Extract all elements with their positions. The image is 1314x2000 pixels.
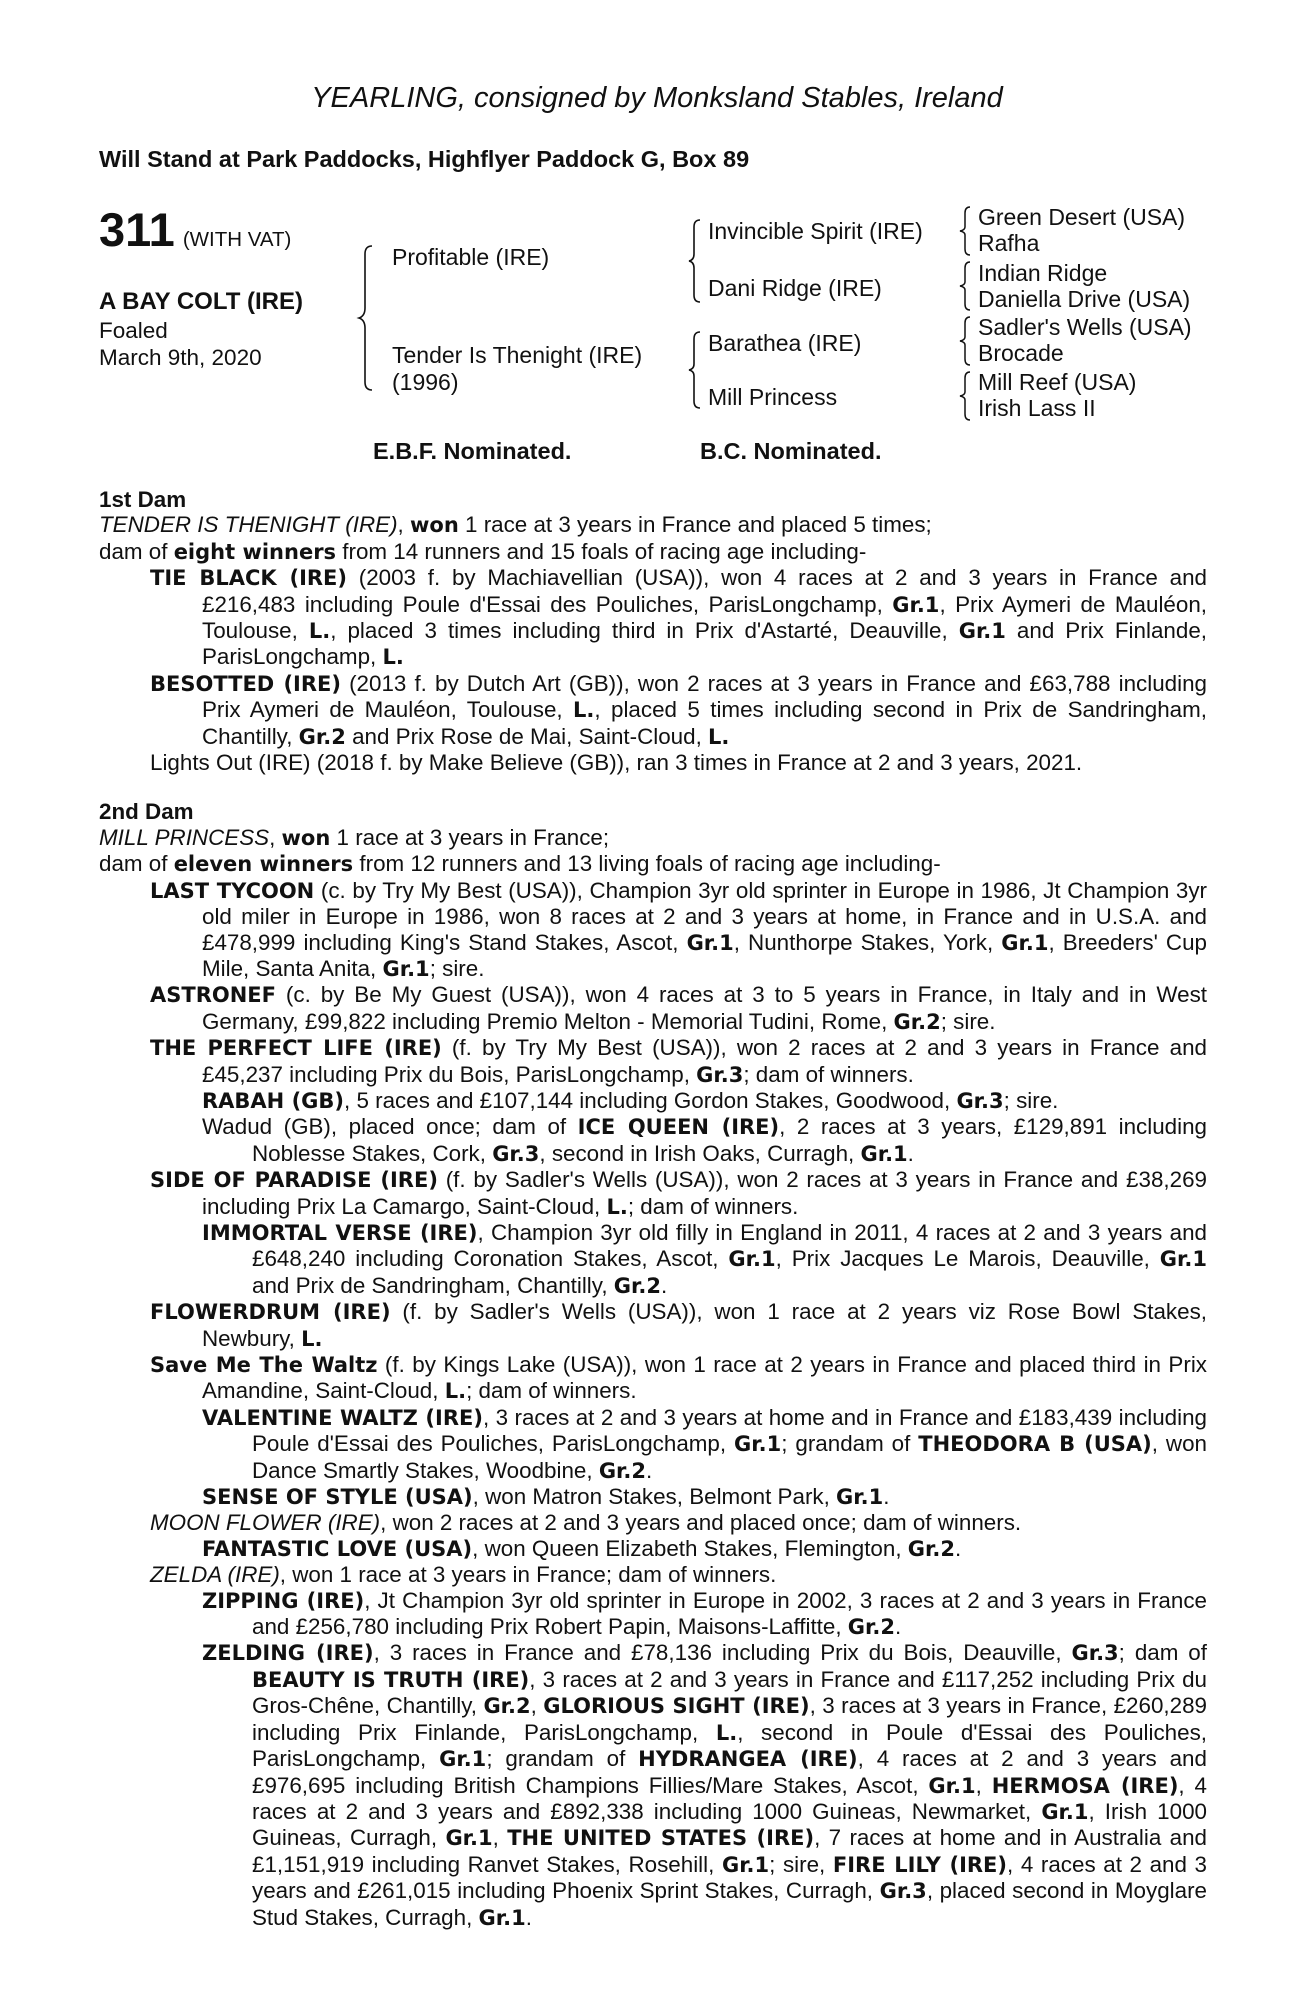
second-dam-winners-count: eleven winners	[173, 852, 354, 877]
list-item: ASTRONEF (c. by Be My Guest (USA)), won 4 races at 3 to 5 years in France, in Italy and in West Germany, £99,822 including Premio Melton - Memorial Tudini, Rome, Gr.2; sire.	[150, 982, 1207, 1034]
second-dam-record: 1 race at 3 years in France;	[336, 824, 610, 850]
second-dam-name: MILL PRINCESS	[99, 824, 270, 850]
foaled-date: March 9th, 2020	[99, 345, 262, 370]
pedigree-g6: Brocade	[978, 340, 1064, 366]
pedigree-dam-dam: Mill Princess	[708, 384, 838, 410]
pedigree-dam: Tender Is Thenight (IRE)	[392, 342, 643, 368]
second-dam-produce-post: from 12 runners and 13 living foals of racing age including-	[359, 851, 941, 877]
pedigree-bracket-g2	[956, 260, 976, 312]
list-item: IMMORTAL VERSE (IRE), Champion 3yr old filly in England in 2011, 4 races at 2 and 3 years and £648,240 including Coronation Stakes, Ascot, Gr.1, Prix Jacques Le Marois, Deauville, Gr.1 and Prix de Sandringham, Chantilly, Gr.2.	[202, 1219, 1207, 1298]
second-dam-produce	[99, 851, 1207, 877]
pedigree-bracket-g3	[956, 315, 976, 367]
first-dam-name: TENDER IS THENIGHT (IRE)	[99, 512, 398, 538]
second-dam-produce-pre: dam of	[99, 851, 168, 877]
pedigree-bracket-main	[356, 244, 380, 392]
page-title: YEARLING, consigned by Monksland Stables, Ireland	[311, 82, 1003, 114]
pedigree-bracket-g1	[956, 205, 976, 257]
lot-number	[99, 203, 292, 264]
pedigree-bracket-g4	[956, 370, 976, 422]
pedigree-sire-sire: Invincible Spirit (IRE)	[708, 218, 923, 244]
first-dam-produce	[99, 539, 1207, 565]
pedigree-g3: Indian Ridge	[978, 260, 1108, 286]
pedigree-g4: Daniella Drive (USA)	[978, 286, 1191, 312]
list-item: FLOWERDRUM (IRE) (f. by Sadler's Wells (USA)), won 1 race at 2 years viz Rose Bowl Stakes, Newbury, L.	[150, 1299, 1207, 1351]
list-item: ZELDING (IRE), 3 races in France and £78,136 including Prix du Bois, Deauville, Gr.3; dam of BEAUTY IS TRUTH (IRE), 3 races at 2 and 3 years in France and £117,252 including Prix du Gros-Chêne, Chantilly, Gr.2, GLORIOUS SIGHT (IRE), 3 races at 3 years in France, £260,289 including Prix Finlande, ParisLongchamp, L., second in Poule d'Essai des Pouliches, ParisLongchamp, Gr.1; grandam of HYDRANGEA (IRE), 4 races at 2 and 3 years and £976,695 including British Champions Fillies/Mare Stakes, Ascot, Gr.1, HERMOSA (IRE), 4 races at 2 and 3 years and £892,338 including 1000 Guineas, Newmarket, Gr.1, Irish 1000 Guineas, Curragh, Gr.1, THE UNITED STATES (IRE), 7 races at home and in Australia and £1,151,919 including Ranvet Stakes, Rosehill, Gr.1; sire, FIRE LILY (IRE), 4 races at 2 and 3 years and £261,015 including Phoenix Sprint Stakes, Curragh, Gr.3, placed second in Moyglare Stud Stakes, Curragh, Gr.1.	[202, 1640, 1208, 1930]
bc-nomination: B.C. Nominated.	[700, 438, 882, 464]
list-item: Save Me The Waltz (f. by Kings Lake (USA)), won 1 race at 2 years in France and placed third in Prix Amandine, Saint-Cloud, L.; dam of winners.	[150, 1352, 1207, 1404]
first-dam-winners-count: eight winners	[173, 539, 337, 564]
first-dam-heading: 1st Dam	[99, 487, 187, 512]
lot-number-value: 311	[99, 203, 175, 256]
list-item: LAST TYCOON (c. by Try My Best (USA)), Champion 3yr old sprinter in Europe in 1986, Jt Champion 3yr old miler in Europe in 1986, won 8 races at 2 and 3 years at home, in France and in U.S.A. and £478,999 including King's Stand Stakes, Ascot, Gr.1, Nunthorpe Stakes, York, Gr.1, Breeders' Cup Mile, Santa Anita, Gr.1; sire.	[150, 877, 1207, 981]
list-item: Wadud (GB), placed once; dam of ICE QUEEN (IRE), 2 races at 3 years, £129,891 including Noblesse Stakes, Cork, Gr.3, second in Irish Oaks, Curragh, Gr.1.	[202, 1114, 1208, 1166]
second-dam-heading: 2nd Dam	[99, 799, 194, 825]
pedigree-sire-dam: Dani Ridge (IRE)	[708, 275, 882, 301]
list-item: RABAH (GB), 5 races and £107,144 including Gordon Stakes, Goodwood, Gr.3; sire.	[202, 1087, 1059, 1113]
first-dam-produce-pre: dam of	[99, 538, 168, 564]
list-item: VALENTINE WALTZ (IRE), 3 races at 2 and 3 years at home and in France and £183,439 including Poule d'Essai des Pouliches, ParisLongchamp, Gr.1; grandam of THEODORA B (USA), won Dance Smartly Stakes, Woodbine, Gr.2.	[202, 1404, 1207, 1483]
pedigree-dam-year: (1996)	[392, 369, 459, 395]
pedigree-g7: Mill Reef (USA)	[978, 369, 1137, 395]
list-item: SIDE OF PARADISE (IRE) (f. by Sadler's Wells (USA)), won 2 races at 3 years in France and £38,269 including Prix La Camargo, Saint-Cloud, L.; dam of winners.	[150, 1167, 1207, 1219]
pedigree-bracket-dam	[686, 330, 706, 410]
list-item: ZELDA (IRE), won 1 race at 3 years in France; dam of winners.	[150, 1562, 777, 1588]
lot-name: A BAY COLT (IRE)	[99, 288, 304, 315]
list-item: ZIPPING (IRE), Jt Champion 3yr old sprinter in Europe in 2002, 3 races at 2 and 3 years in France and £256,780 including Prix Robert Papin, Maisons-Laffitte, Gr.2.	[202, 1587, 1207, 1640]
pedigree-g8: Irish Lass II	[978, 395, 1096, 421]
catalogue-body	[99, 487, 1207, 1931]
first-dam-won: won	[410, 513, 459, 538]
list-item: MOON FLOWER (IRE), won 2 races at 2 and 3 years and placed once; dam of winners.	[150, 1510, 1022, 1536]
second-dam-won: won	[281, 825, 331, 850]
list-item: FANTASTIC LOVE (USA), won Queen Elizabeth Stakes, Flemington, Gr.2.	[202, 1535, 962, 1561]
pedigree-sire: Profitable (IRE)	[392, 244, 550, 270]
section-gap	[99, 775, 1207, 799]
pedigree-g5: Sadler's Wells (USA)	[978, 314, 1192, 340]
pedigree-dam-sire: Barathea (IRE)	[708, 330, 862, 356]
list-item: THE PERFECT LIFE (IRE) (f. by Try My Best (USA)), won 2 races at 2 and 3 years in France and £45,237 including Prix du Bois, ParisLongchamp, Gr.3; dam of winners.	[150, 1035, 1207, 1087]
first-dam-summary: TENDER IS THENIGHT (IRE), won 1 race at 3 years in France and placed 5 times;	[99, 512, 932, 538]
pedigree-g2: Rafha	[978, 230, 1040, 256]
list-item: BESOTTED (IRE) (2013 f. by Dutch Art (GB)), won 2 races at 3 years in France and £63,788 including Prix Aymeri de Mauléon, Toulouse, L., placed 5 times including second in Prix de Sandringham, Chantilly, Gr.2 and Prix Rose de Mai, Saint-Cloud, L.	[150, 670, 1207, 749]
first-dam-produce-post: from 14 runners and 15 foals of racing age including-	[342, 538, 867, 564]
ebf-nomination: E.B.F. Nominated.	[373, 438, 572, 464]
second-dam-summary: MILL PRINCESS, won 1 race at 3 years in France;	[99, 824, 610, 850]
foaled-label: Foaled	[99, 318, 168, 343]
list-item: Lights Out (IRE) (2018 f. by Make Believe (GB)), ran 3 times in France at 2 and 3 years, 2021.	[150, 750, 1083, 776]
pedigree-g1: Green Desert (USA)	[978, 204, 1186, 230]
vat-label: (WITH VAT)	[182, 228, 292, 251]
stand-location: Will Stand at Park Paddocks, Highflyer Paddock G, Box 89	[99, 146, 750, 172]
list-item: SENSE OF STYLE (USA), won Matron Stakes, Belmont Park, Gr.1.	[202, 1484, 890, 1510]
pedigree-bracket-sire	[686, 218, 706, 304]
foaled-info	[99, 317, 262, 371]
first-dam-record: 1 race at 3 years in France and placed 5 times;	[465, 512, 932, 538]
list-item: TIE BLACK (IRE) (2003 f. by Machiavellian (USA)), won 4 races at 2 and 3 years in France and £216,483 including Poule d'Essai des Pouliches, ParisLongchamp, Gr.1, Prix Aymeri de Mauléon, Toulouse, L., placed 3 times including third in Prix d'Astarté, Deauville, Gr.1 and Prix Finlande, ParisLongchamp, L.	[150, 565, 1207, 670]
